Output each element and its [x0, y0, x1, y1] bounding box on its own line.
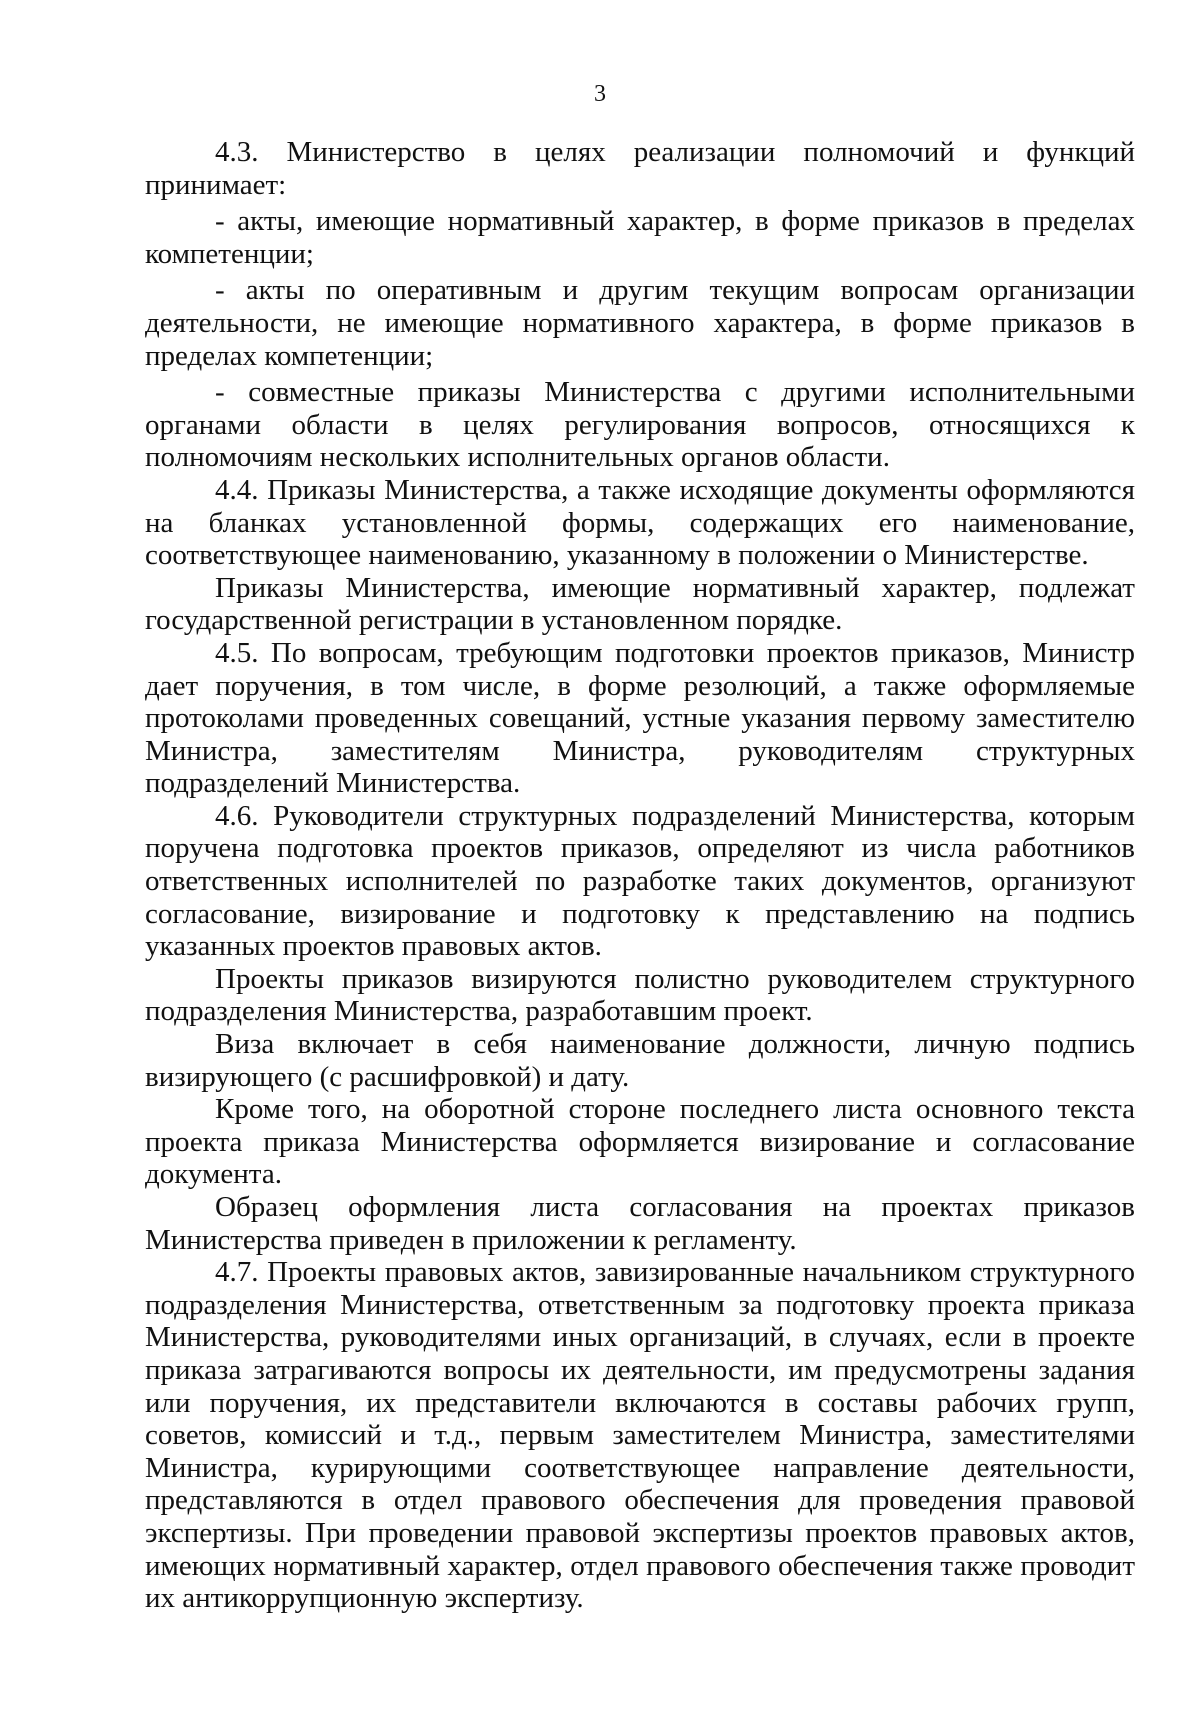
- paragraph-4-6-visa-contents: Виза включает в себя наименование должности, личную подпись визирующего (с расшифровкой) и дату.: [145, 1028, 1135, 1093]
- paragraph-4-7: 4.7. Проекты правовых актов, завизированные начальником структурного подразделения Министерства, ответственным за подготовку проекта приказа Министерства, руководителями иных организаций, в случаях, если в проекте приказа затрагиваются вопросы их деятельности, им предусмотрены задания или поручения, их представители включаются в составы рабочих групп, советов, комиссий и т.д., первым заместителем Министра, заместителями Министра, курирующими соответствующее направление деятельности, представляются в отдел правового обеспечения для проведения правовой экспертизы. При проведении правовой экспертизы проектов правовых актов, имеющих нормативный характер, отдел правового обеспечения также проводит их антикоррупционную экспертизу.: [145, 1256, 1135, 1615]
- paragraph-4-3-item-normative-acts: - акты, имеющие нормативный характер, в форме приказов в пределах компетенции;: [145, 205, 1135, 270]
- page-number: 3: [594, 81, 606, 107]
- paragraph-4-6-sample-sheet: Образец оформления листа согласования на проектах приказов Министерства приведен в приложении к регламенту.: [145, 1191, 1135, 1256]
- paragraph-4-4: 4.4. Приказы Министерства, а также исходящие документы оформляются на бланках установленной формы, содержащих его наименование, соответствующее наименованию, указанному в положении о Министерстве.: [145, 473, 1135, 572]
- paragraph-4-5: 4.5. По вопросам, требующим подготовки проектов приказов, Министр дает поручения, в том числе, в форме резолюций, а также оформляемые протоколами проведенных совещаний, устные указания первому заместителю Министра, заместителям Министра, руководителям структурных подразделений Министерства.: [145, 636, 1135, 800]
- paragraph-4-6-visa-page: Проекты приказов визируются полистно руководителем структурного подразделения Министерства, разработавшим проект.: [145, 962, 1135, 1028]
- paragraph-4-3-item-joint-orders: - совместные приказы Министерства с другими исполнительными органами области в целях регулирования вопросов, относящихся к полномочиям нескольких исполнительных органов области.: [145, 376, 1135, 474]
- paragraph-4-3: 4.3. Министерство в целях реализации полномочий и функций принимает:: [145, 136, 1135, 201]
- paragraph-4-3-item-operational-acts: - акты по оперативным и другим текущим вопросам организации деятельности, не имеющие нормативного характера, в форме приказов в пределах компетенции;: [145, 274, 1135, 372]
- paragraph-4-4-registration: Приказы Министерства, имеющие нормативный характер, подлежат государственной регистрации в установленном порядке.: [145, 571, 1135, 637]
- paragraph-4-6-reverse-side: Кроме того, на оборотной стороне последнего листа основного текста проекта приказа Министерства оформляется визирование и согласование документа.: [145, 1093, 1135, 1191]
- document-body: [145, 136, 1135, 1615]
- paragraph-4-6: 4.6. Руководители структурных подразделений Министерства, которым поручена подготовка проектов приказов, определяют из числа работников ответственных исполнителей по разработке таких документов, организуют согласование, визирование и подготовку к представлению на подпись указанных проектов правовых актов.: [145, 799, 1135, 963]
